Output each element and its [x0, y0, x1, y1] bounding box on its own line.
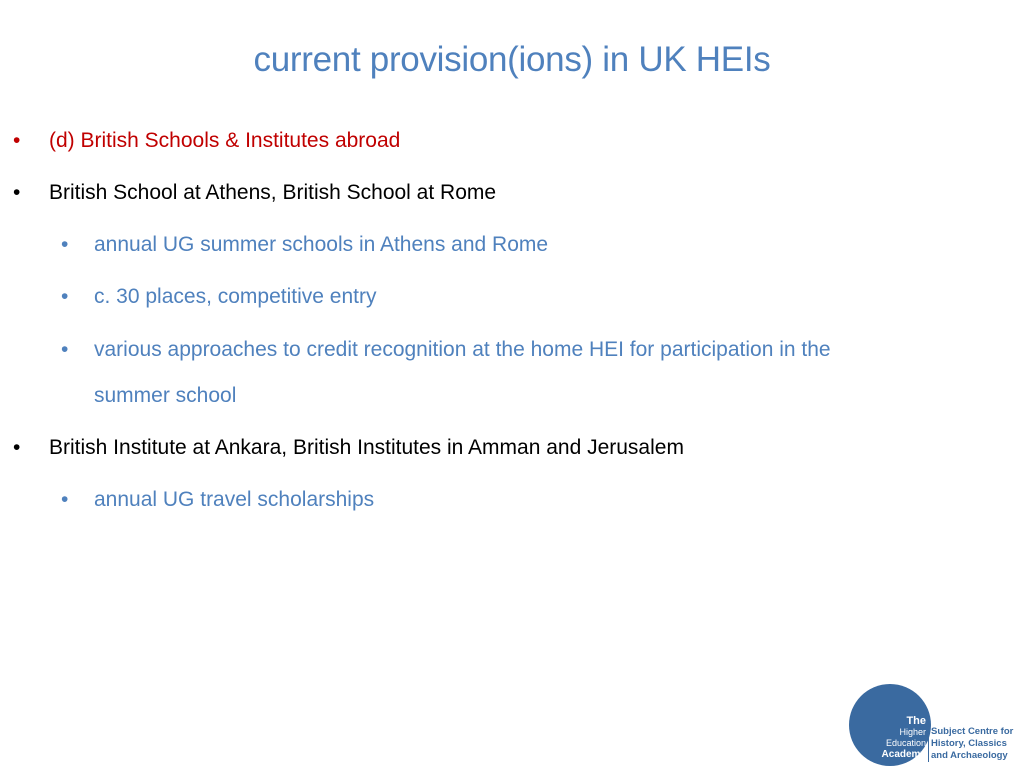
sub-bullet-travel-scholarships	[61, 477, 375, 523]
bullet-icon: •	[61, 338, 69, 361]
bullet-text: British Institute at Ankara, British Institutes in Amman and Jerusalem	[49, 436, 684, 459]
sub-bullet-credit-recognition	[61, 327, 831, 373]
bullet-icon: •	[61, 488, 69, 511]
bullet-text: annual UG summer schools in Athens and Rome	[94, 233, 549, 256]
logo-divider	[928, 726, 929, 762]
hea-logo	[849, 684, 1024, 768]
bullet-text: annual UG travel scholarships	[94, 488, 375, 511]
bullet-icon: •	[61, 233, 69, 256]
sub-bullet-summer-schools	[61, 222, 549, 268]
logo-subject-centre: Subject Centre for History, Classics and Archaeology	[931, 726, 1014, 761]
bullet-icon: •	[13, 181, 21, 204]
bullet-text: British School at Athens, British School at Rome	[49, 181, 497, 204]
bullet-text: summer school	[94, 384, 237, 407]
bullet-item-heading	[13, 118, 401, 164]
bullet-item-ankara-amman	[13, 425, 684, 471]
bullet-text: various approaches to credit recognition at the home HEI for participation in the	[94, 338, 831, 361]
bullet-text: c. 30 places, competitive entry	[94, 285, 377, 308]
bullet-icon: •	[61, 285, 69, 308]
logo-academy-name: The Higher Education Academy	[881, 715, 926, 760]
bullet-item-athens-rome	[13, 170, 497, 216]
sub-bullet-credit-recognition-continued	[94, 373, 236, 419]
sub-bullet-places	[61, 274, 377, 320]
bullet-icon: •	[13, 436, 21, 459]
bullet-text: (d) British Schools & Institutes abroad	[49, 129, 401, 152]
bullet-icon: •	[13, 129, 21, 152]
slide-title: current provision(ions) in UK HEIs	[253, 40, 771, 79]
